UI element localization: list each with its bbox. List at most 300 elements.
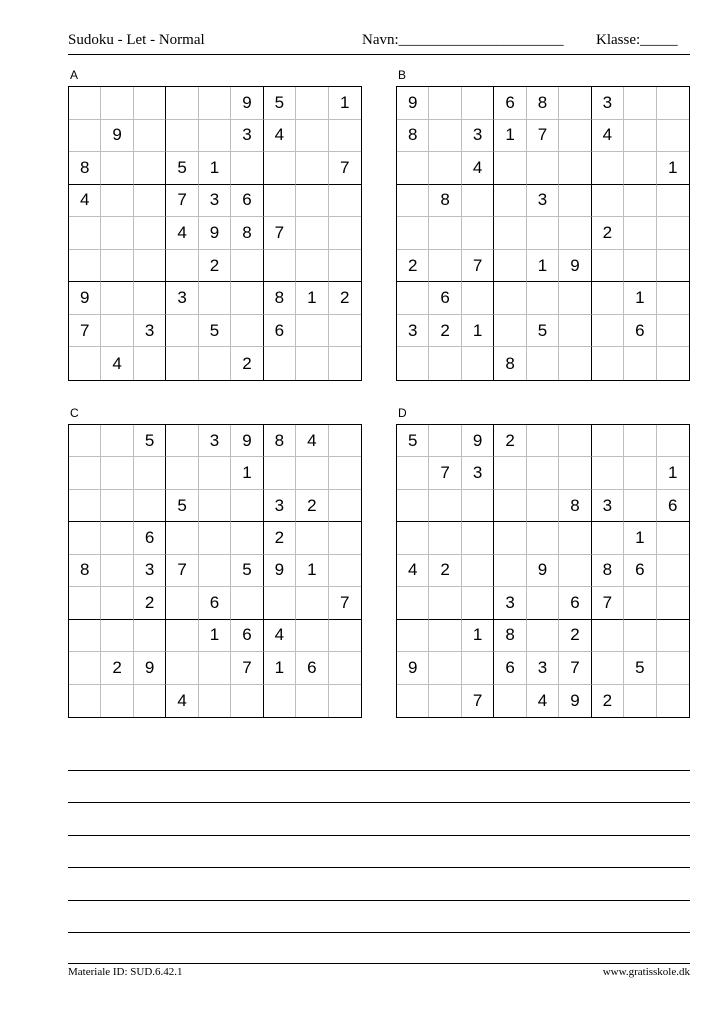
sudoku-cell[interactable] — [134, 282, 166, 315]
sudoku-cell[interactable] — [397, 620, 429, 652]
sudoku-cell[interactable] — [657, 217, 689, 250]
sudoku-cell[interactable] — [559, 522, 591, 554]
sudoku-cell[interactable] — [624, 120, 656, 153]
sudoku-cell[interactable]: 9 — [231, 87, 263, 120]
sudoku-cell[interactable] — [199, 490, 231, 522]
sudoku-cell[interactable] — [166, 425, 198, 457]
sudoku-cell[interactable] — [296, 152, 328, 185]
website-link[interactable]: www.gratisskole.dk — [602, 966, 690, 978]
sudoku-cell[interactable]: 1 — [462, 315, 494, 348]
sudoku-cell[interactable]: 1 — [657, 457, 689, 489]
sudoku-cell[interactable]: 1 — [199, 152, 231, 185]
sudoku-cell[interactable] — [592, 185, 624, 218]
sudoku-cell[interactable] — [527, 425, 559, 457]
sudoku-cell[interactable]: 9 — [231, 425, 263, 457]
sudoku-cell[interactable]: 2 — [429, 315, 461, 348]
sudoku-cell[interactable] — [624, 217, 656, 250]
sudoku-cell[interactable] — [101, 457, 133, 489]
sudoku-cell[interactable] — [296, 250, 328, 283]
sudoku-cell[interactable] — [494, 555, 526, 587]
sudoku-cell[interactable] — [69, 685, 101, 717]
sudoku-cell[interactable] — [296, 685, 328, 717]
sudoku-cell[interactable]: 7 — [527, 120, 559, 153]
sudoku-cell[interactable] — [624, 152, 656, 185]
sudoku-cell[interactable] — [199, 522, 231, 554]
sudoku-cell[interactable] — [494, 282, 526, 315]
sudoku-cell[interactable]: 3 — [494, 587, 526, 619]
sudoku-cell[interactable] — [592, 152, 624, 185]
sudoku-cell[interactable]: 1 — [624, 282, 656, 315]
sudoku-cell[interactable] — [329, 685, 361, 717]
sudoku-cell[interactable]: 5 — [134, 425, 166, 457]
sudoku-cell[interactable] — [199, 555, 231, 587]
sudoku-cell[interactable] — [429, 217, 461, 250]
sudoku-cell[interactable] — [329, 185, 361, 218]
sudoku-cell[interactable] — [134, 457, 166, 489]
sudoku-cell[interactable] — [657, 315, 689, 348]
sudoku-cell[interactable] — [329, 490, 361, 522]
sudoku-cell[interactable]: 6 — [494, 87, 526, 120]
sudoku-cell[interactable] — [429, 87, 461, 120]
sudoku-cell[interactable] — [592, 652, 624, 684]
sudoku-cell[interactable]: 4 — [264, 120, 296, 153]
sudoku-cell[interactable]: 6 — [296, 652, 328, 684]
sudoku-cell[interactable]: 2 — [329, 282, 361, 315]
sudoku-cell[interactable] — [69, 87, 101, 120]
sudoku-cell[interactable] — [199, 685, 231, 717]
sudoku-cell[interactable]: 1 — [199, 620, 231, 652]
sudoku-cell[interactable]: 1 — [624, 522, 656, 554]
sudoku-cell[interactable]: 6 — [559, 587, 591, 619]
sudoku-cell[interactable] — [101, 315, 133, 348]
sudoku-cell[interactable] — [69, 457, 101, 489]
sudoku-cell[interactable] — [624, 250, 656, 283]
sudoku-cell[interactable] — [429, 347, 461, 380]
sudoku-cell[interactable] — [657, 685, 689, 717]
sudoku-cell[interactable] — [296, 217, 328, 250]
sudoku-cell[interactable] — [429, 685, 461, 717]
sudoku-cell[interactable] — [231, 587, 263, 619]
sudoku-cell[interactable] — [429, 490, 461, 522]
sudoku-cell[interactable]: 5 — [527, 315, 559, 348]
sudoku-cell[interactable] — [166, 120, 198, 153]
sudoku-cell[interactable] — [657, 620, 689, 652]
sudoku-cell[interactable] — [134, 217, 166, 250]
sudoku-cell[interactable] — [329, 217, 361, 250]
sudoku-cell[interactable]: 6 — [264, 315, 296, 348]
sudoku-cell[interactable]: 7 — [166, 555, 198, 587]
sudoku-cell[interactable]: 7 — [329, 587, 361, 619]
sudoku-cell[interactable] — [657, 120, 689, 153]
sudoku-cell[interactable]: 9 — [462, 425, 494, 457]
sudoku-cell[interactable] — [462, 347, 494, 380]
sudoku-cell[interactable] — [624, 425, 656, 457]
sudoku-cell[interactable] — [264, 152, 296, 185]
sudoku-cell[interactable] — [199, 120, 231, 153]
sudoku-cell[interactable]: 6 — [231, 620, 263, 652]
sudoku-cell[interactable] — [397, 282, 429, 315]
sudoku-cell[interactable] — [624, 685, 656, 717]
sudoku-cell[interactable]: 8 — [231, 217, 263, 250]
sudoku-cell[interactable]: 7 — [592, 587, 624, 619]
sudoku-cell[interactable] — [329, 457, 361, 489]
sudoku-cell[interactable] — [101, 425, 133, 457]
sudoku-cell[interactable] — [134, 120, 166, 153]
sudoku-cell[interactable]: 2 — [101, 652, 133, 684]
sudoku-cell[interactable]: 8 — [559, 490, 591, 522]
sudoku-cell[interactable] — [264, 685, 296, 717]
sudoku-cell[interactable] — [657, 587, 689, 619]
sudoku-cell[interactable] — [101, 587, 133, 619]
sudoku-cell[interactable]: 4 — [462, 152, 494, 185]
sudoku-cell[interactable] — [559, 555, 591, 587]
sudoku-cell[interactable]: 3 — [462, 120, 494, 153]
sudoku-cell[interactable] — [494, 152, 526, 185]
sudoku-cell[interactable] — [397, 457, 429, 489]
sudoku-cell[interactable]: 7 — [166, 185, 198, 218]
sudoku-cell[interactable] — [231, 152, 263, 185]
sudoku-cell[interactable] — [494, 185, 526, 218]
sudoku-cell[interactable]: 6 — [231, 185, 263, 218]
sudoku-cell[interactable]: 2 — [231, 347, 263, 380]
sudoku-cell[interactable] — [101, 522, 133, 554]
sudoku-cell[interactable] — [166, 347, 198, 380]
sudoku-cell[interactable] — [166, 587, 198, 619]
sudoku-cell[interactable] — [462, 282, 494, 315]
sudoku-cell[interactable] — [527, 347, 559, 380]
sudoku-cell[interactable]: 5 — [397, 425, 429, 457]
sudoku-cell[interactable] — [462, 587, 494, 619]
sudoku-cell[interactable] — [657, 652, 689, 684]
sudoku-cell[interactable] — [231, 490, 263, 522]
sudoku-cell[interactable] — [462, 522, 494, 554]
sudoku-cell[interactable] — [559, 282, 591, 315]
sudoku-cell[interactable] — [494, 685, 526, 717]
sudoku-cell[interactable] — [329, 522, 361, 554]
sudoku-cell[interactable] — [397, 490, 429, 522]
sudoku-cell[interactable]: 2 — [134, 587, 166, 619]
sudoku-cell[interactable] — [296, 120, 328, 153]
sudoku-cell[interactable] — [101, 250, 133, 283]
sudoku-cell[interactable] — [134, 152, 166, 185]
sudoku-cell[interactable]: 3 — [592, 490, 624, 522]
sudoku-cell[interactable] — [559, 315, 591, 348]
sudoku-cell[interactable] — [527, 522, 559, 554]
sudoku-cell[interactable] — [527, 282, 559, 315]
sudoku-cell[interactable]: 7 — [69, 315, 101, 348]
sudoku-cell[interactable] — [592, 315, 624, 348]
sudoku-cell[interactable] — [329, 652, 361, 684]
sudoku-cell[interactable] — [624, 620, 656, 652]
sudoku-cell[interactable] — [166, 87, 198, 120]
sudoku-cell[interactable]: 4 — [264, 620, 296, 652]
sudoku-cell[interactable]: 8 — [429, 185, 461, 218]
sudoku-cell[interactable]: 2 — [494, 425, 526, 457]
sudoku-cell[interactable]: 8 — [264, 425, 296, 457]
sudoku-cell[interactable] — [231, 250, 263, 283]
sudoku-cell[interactable] — [69, 620, 101, 652]
sudoku-cell[interactable] — [101, 685, 133, 717]
sudoku-cell[interactable] — [264, 347, 296, 380]
sudoku-cell[interactable]: 3 — [134, 315, 166, 348]
sudoku-cell[interactable] — [657, 425, 689, 457]
sudoku-cell[interactable] — [559, 457, 591, 489]
sudoku-cell[interactable]: 9 — [101, 120, 133, 153]
sudoku-cell[interactable] — [134, 87, 166, 120]
sudoku-cell[interactable]: 5 — [231, 555, 263, 587]
sudoku-cell[interactable] — [397, 185, 429, 218]
sudoku-cell[interactable]: 3 — [166, 282, 198, 315]
sudoku-cell[interactable] — [101, 490, 133, 522]
sudoku-cell[interactable]: 9 — [134, 652, 166, 684]
sudoku-cell[interactable]: 8 — [527, 87, 559, 120]
sudoku-cell[interactable] — [429, 120, 461, 153]
sudoku-cell[interactable] — [166, 315, 198, 348]
sudoku-cell[interactable]: 8 — [494, 620, 526, 652]
sudoku-cell[interactable]: 1 — [231, 457, 263, 489]
sudoku-cell[interactable] — [199, 652, 231, 684]
sudoku-cell[interactable]: 4 — [166, 685, 198, 717]
sudoku-cell[interactable]: 3 — [199, 425, 231, 457]
sudoku-cell[interactable] — [429, 250, 461, 283]
sudoku-cell[interactable]: 4 — [296, 425, 328, 457]
sudoku-cell[interactable]: 9 — [559, 685, 591, 717]
sudoku-cell[interactable]: 3 — [264, 490, 296, 522]
sudoku-cell[interactable] — [429, 425, 461, 457]
sudoku-cell[interactable] — [69, 250, 101, 283]
sudoku-cell[interactable]: 4 — [166, 217, 198, 250]
sudoku-cell[interactable] — [592, 250, 624, 283]
sudoku-cell[interactable] — [462, 490, 494, 522]
sudoku-cell[interactable]: 4 — [69, 185, 101, 218]
sudoku-cell[interactable] — [329, 555, 361, 587]
sudoku-cell[interactable] — [624, 87, 656, 120]
sudoku-cell[interactable]: 6 — [199, 587, 231, 619]
sudoku-cell[interactable] — [166, 250, 198, 283]
sudoku-cell[interactable] — [462, 555, 494, 587]
sudoku-cell[interactable] — [69, 490, 101, 522]
sudoku-cell[interactable] — [134, 185, 166, 218]
sudoku-cell[interactable] — [657, 522, 689, 554]
sudoku-cell[interactable]: 6 — [134, 522, 166, 554]
sudoku-cell[interactable] — [429, 587, 461, 619]
sudoku-cell[interactable] — [134, 347, 166, 380]
sudoku-cell[interactable] — [624, 457, 656, 489]
sudoku-cell[interactable]: 1 — [657, 152, 689, 185]
sudoku-cell[interactable] — [69, 217, 101, 250]
sudoku-cell[interactable] — [397, 587, 429, 619]
sudoku-cell[interactable] — [657, 555, 689, 587]
sudoku-cell[interactable]: 4 — [527, 685, 559, 717]
sudoku-cell[interactable] — [329, 120, 361, 153]
sudoku-cell[interactable]: 3 — [527, 652, 559, 684]
sudoku-cell[interactable] — [494, 522, 526, 554]
sudoku-cell[interactable] — [397, 217, 429, 250]
sudoku-cell[interactable] — [296, 457, 328, 489]
sudoku-cell[interactable] — [397, 152, 429, 185]
sudoku-cell[interactable]: 2 — [592, 217, 624, 250]
sudoku-cell[interactable] — [199, 87, 231, 120]
sudoku-cell[interactable] — [69, 120, 101, 153]
sudoku-cell[interactable] — [559, 185, 591, 218]
sudoku-cell[interactable] — [527, 490, 559, 522]
sudoku-cell[interactable] — [296, 87, 328, 120]
sudoku-cell[interactable] — [397, 522, 429, 554]
sudoku-cell[interactable]: 8 — [397, 120, 429, 153]
sudoku-cell[interactable]: 1 — [527, 250, 559, 283]
sudoku-cell[interactable]: 3 — [134, 555, 166, 587]
sudoku-cell[interactable] — [494, 217, 526, 250]
sudoku-cell[interactable]: 8 — [264, 282, 296, 315]
sudoku-cell[interactable] — [329, 347, 361, 380]
sudoku-cell[interactable]: 1 — [264, 652, 296, 684]
sudoku-cell[interactable] — [559, 152, 591, 185]
sudoku-cell[interactable] — [462, 185, 494, 218]
sudoku-cell[interactable] — [559, 347, 591, 380]
sudoku-cell[interactable]: 8 — [69, 555, 101, 587]
sudoku-cell[interactable] — [231, 282, 263, 315]
sudoku-cell[interactable] — [592, 522, 624, 554]
sudoku-cell[interactable]: 8 — [592, 555, 624, 587]
sudoku-cell[interactable] — [69, 522, 101, 554]
sudoku-cell[interactable] — [296, 587, 328, 619]
sudoku-cell[interactable] — [134, 490, 166, 522]
sudoku-cell[interactable]: 2 — [559, 620, 591, 652]
sudoku-cell[interactable] — [231, 522, 263, 554]
sudoku-cell[interactable] — [69, 347, 101, 380]
sudoku-cell[interactable]: 2 — [592, 685, 624, 717]
sudoku-cell[interactable] — [69, 652, 101, 684]
sudoku-cell[interactable] — [559, 425, 591, 457]
sudoku-cell[interactable] — [101, 555, 133, 587]
sudoku-cell[interactable] — [166, 652, 198, 684]
sudoku-cell[interactable] — [397, 347, 429, 380]
sudoku-cell[interactable] — [527, 457, 559, 489]
sudoku-cell[interactable]: 9 — [559, 250, 591, 283]
sudoku-cell[interactable]: 5 — [166, 490, 198, 522]
sudoku-cell[interactable] — [296, 620, 328, 652]
sudoku-cell[interactable] — [264, 250, 296, 283]
sudoku-cell[interactable]: 1 — [296, 555, 328, 587]
sudoku-cell[interactable]: 1 — [462, 620, 494, 652]
sudoku-cell[interactable]: 8 — [494, 347, 526, 380]
sudoku-cell[interactable]: 2 — [199, 250, 231, 283]
sudoku-cell[interactable] — [657, 87, 689, 120]
sudoku-cell[interactable]: 5 — [624, 652, 656, 684]
sudoku-cell[interactable] — [329, 315, 361, 348]
sudoku-cell[interactable]: 9 — [264, 555, 296, 587]
sudoku-cell[interactable] — [166, 522, 198, 554]
sudoku-cell[interactable]: 6 — [624, 555, 656, 587]
sudoku-cell[interactable] — [329, 425, 361, 457]
sudoku-cell[interactable] — [429, 652, 461, 684]
sudoku-cell[interactable]: 1 — [329, 87, 361, 120]
sudoku-cell[interactable] — [264, 587, 296, 619]
sudoku-cell[interactable] — [429, 522, 461, 554]
sudoku-cell[interactable] — [329, 250, 361, 283]
sudoku-cell[interactable] — [231, 685, 263, 717]
sudoku-cell[interactable]: 5 — [166, 152, 198, 185]
sudoku-cell[interactable]: 2 — [429, 555, 461, 587]
sudoku-cell[interactable]: 3 — [527, 185, 559, 218]
sudoku-cell[interactable]: 1 — [296, 282, 328, 315]
sudoku-cell[interactable] — [624, 347, 656, 380]
sudoku-cell[interactable]: 1 — [494, 120, 526, 153]
sudoku-cell[interactable]: 5 — [199, 315, 231, 348]
sudoku-cell[interactable]: 3 — [462, 457, 494, 489]
sudoku-cell[interactable] — [101, 282, 133, 315]
sudoku-cell[interactable] — [527, 152, 559, 185]
sudoku-cell[interactable]: 7 — [264, 217, 296, 250]
sudoku-cell[interactable] — [592, 425, 624, 457]
sudoku-cell[interactable] — [397, 685, 429, 717]
sudoku-cell[interactable]: 4 — [397, 555, 429, 587]
sudoku-cell[interactable]: 9 — [527, 555, 559, 587]
sudoku-cell[interactable]: 6 — [657, 490, 689, 522]
sudoku-cell[interactable]: 4 — [101, 347, 133, 380]
sudoku-cell[interactable] — [199, 282, 231, 315]
sudoku-cell[interactable]: 9 — [69, 282, 101, 315]
sudoku-cell[interactable]: 7 — [429, 457, 461, 489]
sudoku-cell[interactable] — [624, 587, 656, 619]
sudoku-cell[interactable] — [296, 185, 328, 218]
sudoku-cell[interactable] — [101, 152, 133, 185]
sudoku-cell[interactable] — [166, 620, 198, 652]
sudoku-cell[interactable]: 7 — [329, 152, 361, 185]
sudoku-cell[interactable]: 7 — [462, 250, 494, 283]
sudoku-cell[interactable] — [559, 120, 591, 153]
sudoku-cell[interactable]: 6 — [494, 652, 526, 684]
sudoku-cell[interactable] — [101, 217, 133, 250]
sudoku-cell[interactable]: 2 — [264, 522, 296, 554]
sudoku-cell[interactable] — [134, 250, 166, 283]
sudoku-cell[interactable] — [657, 347, 689, 380]
sudoku-cell[interactable]: 3 — [397, 315, 429, 348]
sudoku-cell[interactable]: 2 — [397, 250, 429, 283]
class-field[interactable]: Klasse:_____ — [596, 32, 678, 48]
sudoku-cell[interactable] — [264, 185, 296, 218]
sudoku-cell[interactable] — [527, 217, 559, 250]
sudoku-cell[interactable] — [296, 522, 328, 554]
sudoku-cell[interactable] — [527, 587, 559, 619]
sudoku-cell[interactable]: 3 — [199, 185, 231, 218]
sudoku-cell[interactable] — [134, 685, 166, 717]
sudoku-cell[interactable] — [101, 185, 133, 218]
sudoku-cell[interactable]: 4 — [592, 120, 624, 153]
sudoku-cell[interactable]: 7 — [559, 652, 591, 684]
sudoku-cell[interactable] — [329, 620, 361, 652]
sudoku-cell[interactable] — [199, 347, 231, 380]
sudoku-cell[interactable]: 7 — [231, 652, 263, 684]
sudoku-cell[interactable] — [592, 620, 624, 652]
sudoku-cell[interactable] — [462, 87, 494, 120]
sudoku-cell[interactable]: 2 — [296, 490, 328, 522]
sudoku-cell[interactable] — [494, 315, 526, 348]
sudoku-cell[interactable] — [657, 250, 689, 283]
sudoku-cell[interactable]: 6 — [624, 315, 656, 348]
sudoku-cell[interactable] — [264, 457, 296, 489]
sudoku-cell[interactable] — [527, 620, 559, 652]
sudoku-cell[interactable] — [494, 250, 526, 283]
sudoku-cell[interactable] — [69, 425, 101, 457]
sudoku-cell[interactable]: 8 — [69, 152, 101, 185]
sudoku-cell[interactable]: 6 — [429, 282, 461, 315]
sudoku-cell[interactable] — [296, 347, 328, 380]
sudoku-cell[interactable]: 7 — [462, 685, 494, 717]
sudoku-cell[interactable] — [494, 457, 526, 489]
sudoku-cell[interactable] — [429, 152, 461, 185]
sudoku-cell[interactable] — [592, 282, 624, 315]
